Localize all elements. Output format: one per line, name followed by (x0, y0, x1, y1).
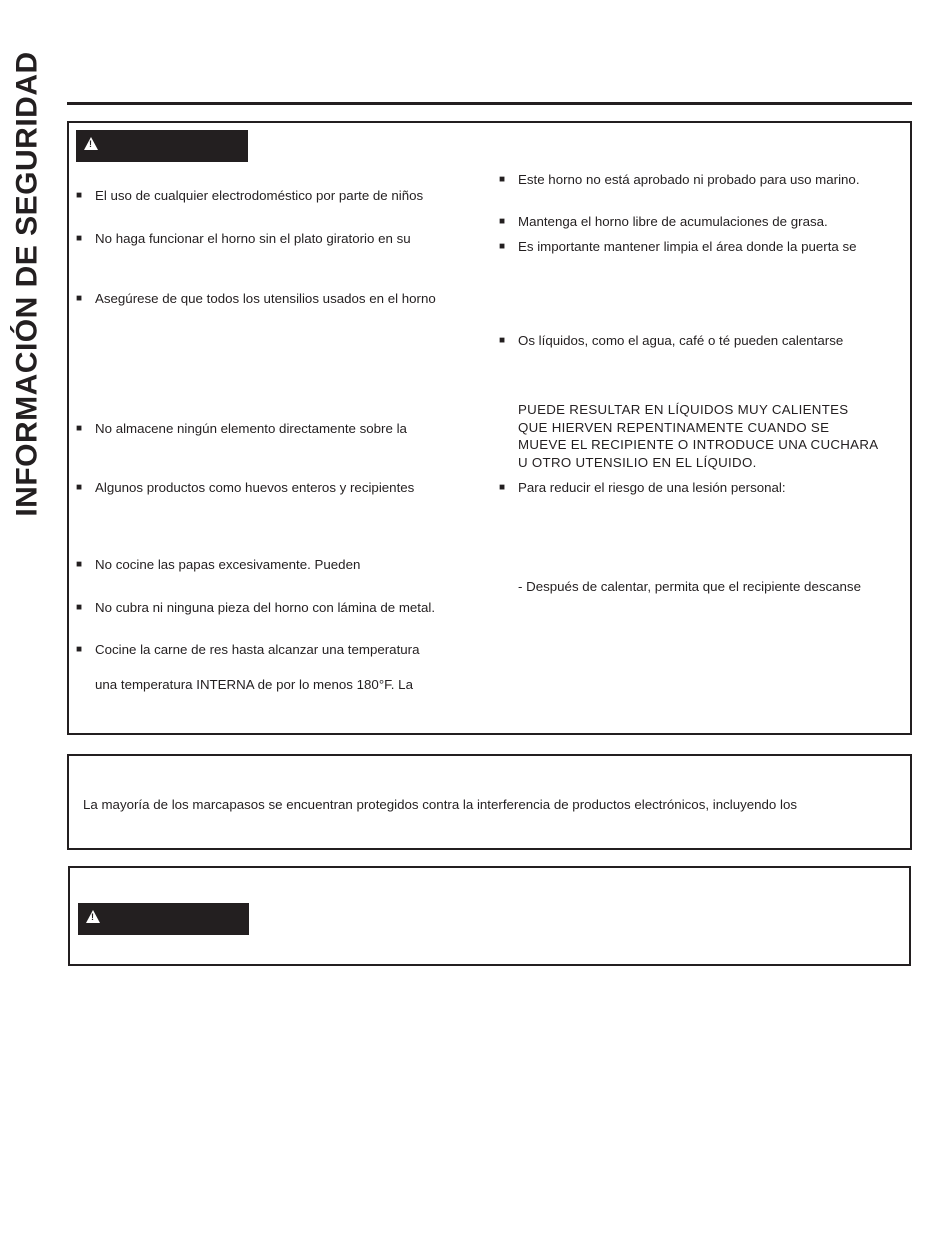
list-item: Para reducir el riesgo de una lesión personal: (518, 480, 786, 495)
list-item: No cubra ni ninguna pieza del horno con lámina de metal. (95, 600, 436, 615)
warning-label (76, 130, 248, 162)
bullet: ■ (76, 423, 83, 434)
list-item: Algunos productos como huevos enteros y recipientes (95, 480, 415, 495)
side-section-title: INFORMACIÓN DE SEGURIDAD (11, 51, 44, 517)
bullet: ■ (76, 233, 83, 244)
list-item: El uso de cualquier electrodoméstico por parte de niños (95, 188, 424, 203)
bullet: ■ (76, 482, 83, 493)
warning-triangle-icon (86, 910, 100, 923)
list-item: No almacene ningún elemento directamente sobre la (95, 421, 407, 436)
bullet: ■ (499, 174, 506, 185)
bullet: ■ (499, 482, 506, 493)
list-item: Mantenga el horno libre de acumulaciones de grasa. (518, 214, 828, 229)
list-item: No haga funcionar el horno sin el plato giratorio en su (95, 231, 411, 246)
list-item: Asegúrese de que todos los utensilios usados en el horno (95, 291, 436, 306)
bullet: ■ (499, 335, 506, 346)
pacemaker-text: La mayoría de los marcapasos se encuentran protegidos contra la interferencia de productos electrónicos, incluyendo los (83, 797, 798, 812)
bullet: ■ (76, 190, 83, 201)
sub-item: - Después de calentar, permita que el recipiente descanse (518, 579, 861, 594)
list-item: Es importante mantener limpia el área donde la puerta se (518, 239, 857, 254)
warning-label (78, 903, 249, 935)
warning-triangle-icon (84, 137, 98, 150)
list-item: Os líquidos, como el agua, café o té pueden calentarse (518, 333, 844, 348)
list-item: Este horno no está aprobado ni probado para uso marino. (518, 172, 860, 187)
header-rule (67, 102, 912, 105)
bullet: ■ (499, 241, 506, 252)
bullet: ■ (76, 602, 83, 613)
caution-caps-text: PUEDE RESULTAR EN LÍQUIDOS MUY CALIENTES QUE HIERVEN REPENTINAMENTE CUANDO SE MUEVE EL RECIPIENTE O INTRODUCE UNA CUCHARA U OTRO UTENSILIO EN EL LÍQUIDO. (518, 402, 879, 470)
bullet: ■ (76, 293, 83, 304)
list-item: No cocine las papas excesivamente. Pueden (95, 557, 361, 572)
bullet: ■ (499, 216, 506, 227)
list-item-continuation: una temperatura INTERNA de por lo menos 180°F. La (95, 677, 413, 692)
bullet: ■ (76, 644, 83, 655)
warning-box (68, 866, 911, 966)
bullet: ■ (76, 559, 83, 570)
list-item: Cocine la carne de res hasta alcanzar una temperatura (95, 642, 420, 657)
